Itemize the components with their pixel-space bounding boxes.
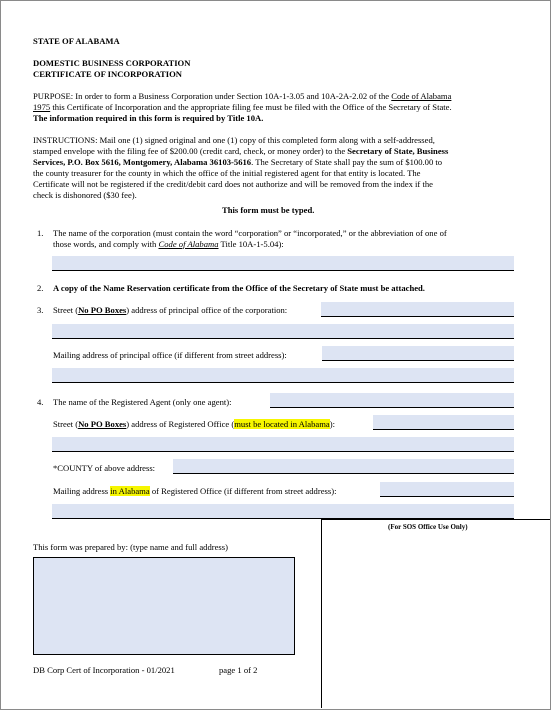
registered-agent-name-field[interactable] [270,393,514,408]
state-heading: STATE OF ALABAMA [33,36,120,46]
item4-county-label: *COUNTY of above address: [53,463,156,473]
item2-number: 2. [37,283,44,293]
form-title-line1: DOMESTIC BUSINESS CORPORATION [33,58,191,68]
instructions-line2: stamped envelope with the filing fee of $200.00 (credit card, check, or money order) to the Secretary of State, Business [33,146,449,156]
item1-number: 1. [37,228,44,238]
instructions-line3: Services, P.O. Box 5616, Montgomery, Alabama 36103-5616. The Secretary of State shall pay the sum of $100.00 to [33,157,443,167]
instructions-line4: the county treasurer for the county in which the office of the initial registered agent for that entity is located. The [33,168,421,178]
typed-note: This form must be typed. [222,205,315,215]
instructions-line5: Certificate will not be registered if the credit/debit card does not authorize and will be removed from the index if the [33,179,433,189]
prepared-by-label: This form was prepared by: (type name and full address) [33,542,228,552]
registered-office-mailing-field-2[interactable] [52,504,514,519]
footer-form-id: DB Corp Cert of Incorporation - 01/2021 [33,665,175,675]
principal-office-mailing-field-2[interactable] [52,368,514,383]
sos-office-use-label: (For SOS Office Use Only) [388,523,468,531]
sos-office-use-box [321,519,550,708]
item4-mailing-label: Mailing address in Alabama of Registered Office (if different from street address): [53,486,337,496]
item4-number: 4. [37,397,44,407]
instructions-line6: check is dishonored ($30 fee). [33,190,137,200]
registered-office-street-field[interactable] [373,415,514,430]
item1-label-line1: The name of the corporation (must contain the word “corporation” or “incorporated,” or the abbreviation of one of [53,228,447,238]
alabama-highlight-2: in Alabama [110,486,150,496]
registered-office-street-field-2[interactable] [52,437,514,452]
prepared-by-field[interactable] [33,557,295,655]
item4-street-label: Street (No PO Boxes) address of Registered Office (must be located in Alabama): [53,419,335,429]
item3-street-label: Street (No PO Boxes) address of principal office of the corporation: [53,305,288,315]
item1-label-line2: those words, and comply with Code of Alabama Title 10A-1-5.04): [53,239,284,249]
item3-number: 3. [37,305,44,315]
form-title-line2: CERTIFICATE OF INCORPORATION [33,69,182,79]
corporation-name-field[interactable] [52,256,514,271]
purpose-line2: 1975 this Certificate of Incorporation and the appropriate filing fee must be filed with the Office of the Secretary of State. [33,102,452,112]
item2-name-reservation-note: A copy of the Name Reservation certificate from the Office of the Secretary of State must be attached. [53,283,425,293]
item3-mailing-label: Mailing address of principal office (if different from street address): [53,350,287,360]
alabama-highlight: must be located in Alabama [234,419,330,429]
instructions-line1: INSTRUCTIONS: Mail one (1) signed original and one (1) copy of this completed form along with a self-addressed, [33,135,435,145]
footer-page-number: page 1 of 2 [219,665,258,675]
purpose-line1: PURPOSE: In order to form a Business Corporation under Section 10A-1-3.05 and 10A-2A-2.02 of the Code of Alabama [33,91,452,101]
purpose-required-note: The information required in this form is required by Title 10A. [33,113,264,123]
item4-agent-label: The name of the Registered Agent (only one agent): [53,397,232,407]
principal-office-street-field-2[interactable] [52,324,514,339]
county-field[interactable] [173,459,514,474]
code-of-alabama-link[interactable]: Code of Alabama [391,91,452,101]
registered-office-mailing-field[interactable] [380,482,514,497]
principal-office-street-field[interactable] [321,302,514,317]
principal-office-mailing-field[interactable] [322,346,514,361]
code-year-link[interactable]: 1975 [33,102,51,112]
